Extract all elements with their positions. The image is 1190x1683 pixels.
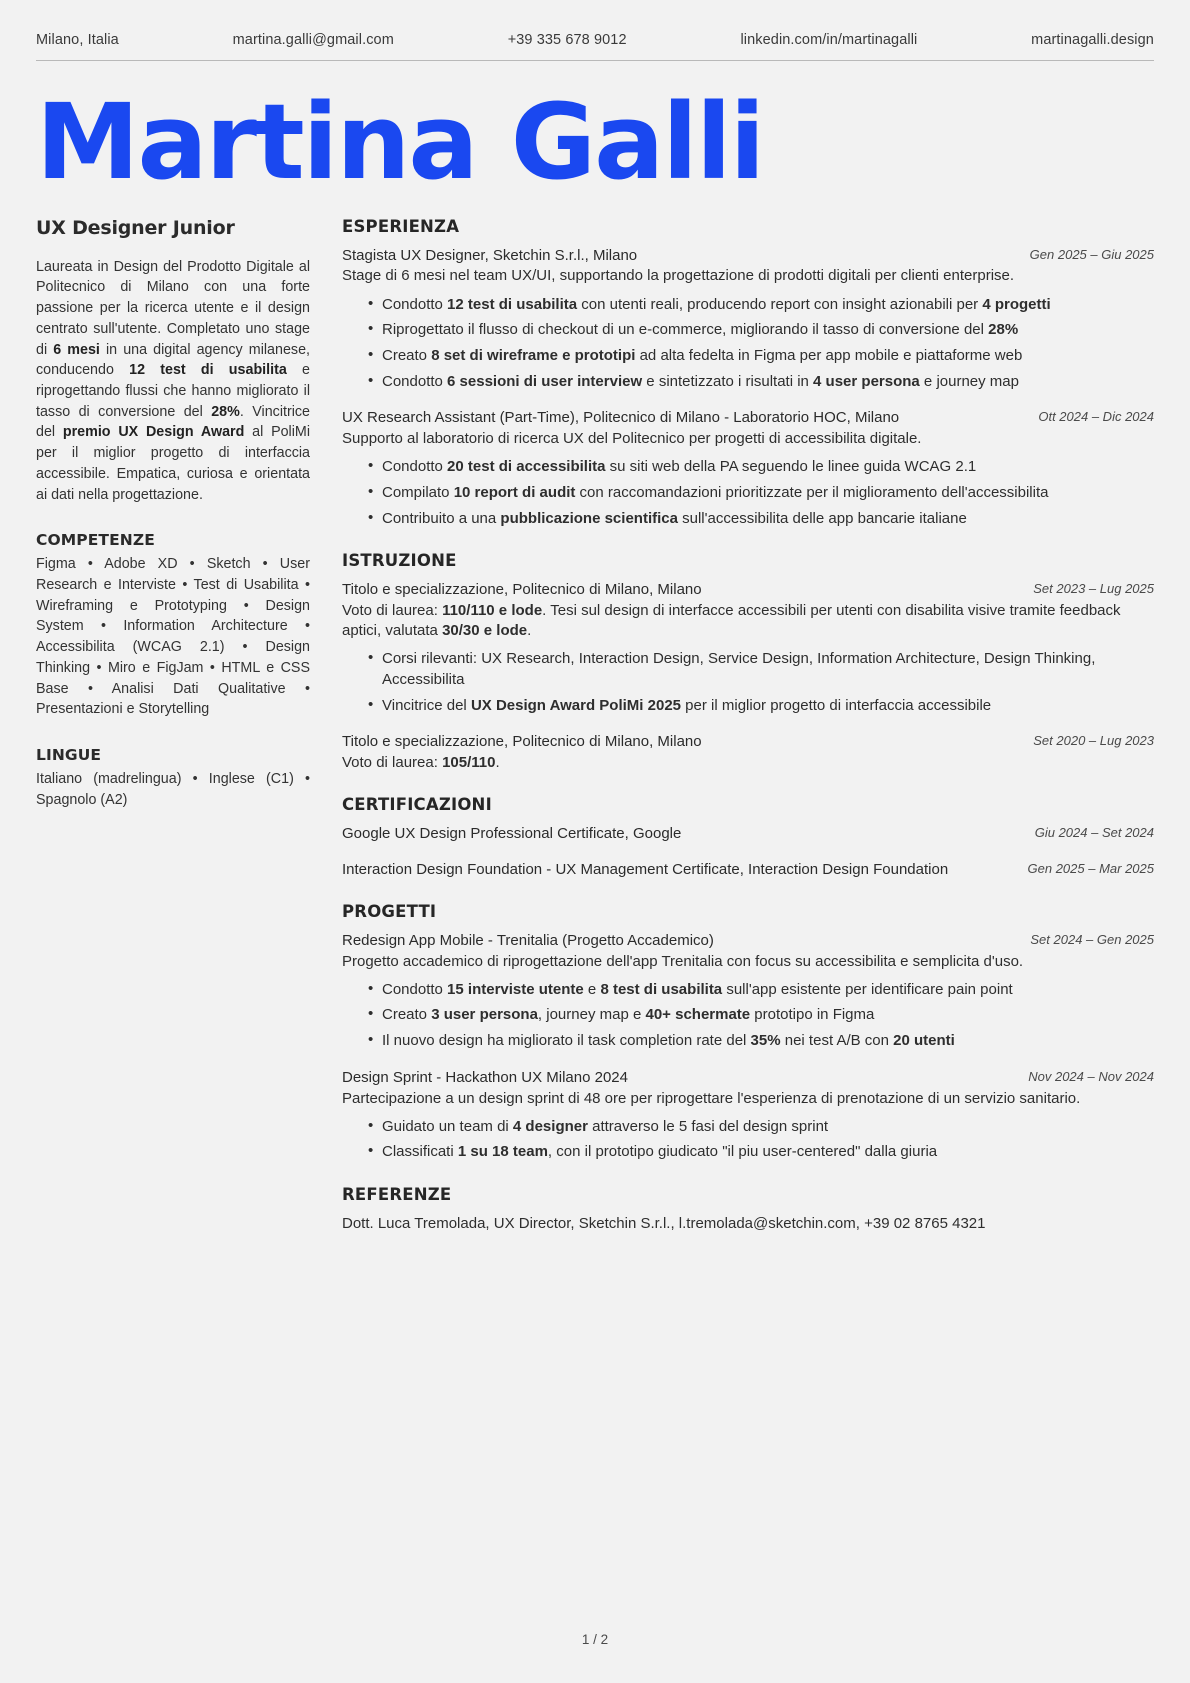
contact-bar [36, 32, 1154, 61]
section-esperienza [342, 217, 1154, 530]
entry-block [342, 246, 1154, 393]
entry-title: Titolo e specializzazione, Politecnico di Milano, Milano [342, 733, 702, 751]
contact-website[interactable]: martinagalli.design [1031, 32, 1154, 48]
entry-date: Set 2020 – Lug 2023 [1033, 733, 1154, 749]
entry-header [342, 580, 1154, 600]
entry-date: Set 2023 – Lug 2025 [1033, 581, 1154, 597]
certificazioni-entries [342, 824, 1154, 880]
entry-header [342, 408, 1154, 428]
entry-bullet: • Compilato 10 report di audit con raccomandazioni prioritizzate per il miglioramento dell'accessibilita [368, 483, 1154, 504]
entry-bullet-list [342, 1117, 1154, 1163]
summary-text: Laureata in Design del Prodotto Digitale al Politecnico di Milano con una forte passione per la ricerca utente e il design centrato sull'utente. Completato uno stage di 6 mesi in una digital agency milanese, conducendo 12 test di usabilita e riprogettando flussi che hanno migliorato il tasso di conversione del 28%. Vincitrice del premio UX Design Award al PoliMi per il miglior progetto di interfaccia accessibile. Empatica, curiosa e orientata ai dati nella progettazione. [36, 258, 311, 503]
entry-bullet: • Guidato un team di 4 designer attraverso le 5 fasi del design sprint [368, 1117, 1154, 1138]
candidate-name: Martina Galli [36, 81, 764, 203]
main-content [332, 217, 1154, 1234]
entry-bullet: • Riprogettato il flusso di checkout di un e-commerce, migliorando il tasso di conversione del 28% [368, 320, 1154, 341]
entry-block [342, 580, 1154, 716]
entry-description: Progetto accademico di riprogettazione dell'app Trenitalia con focus su accessibilita e semplicita d'uso. [342, 952, 1024, 970]
istruzione-entries [342, 580, 1154, 773]
contact-email[interactable]: martina.galli@gmail.com [232, 32, 394, 48]
entry-date: Ott 2024 – Dic 2024 [1038, 409, 1154, 425]
entry-bullet: • Condotto 15 interviste utente e 8 test di usabilita sull'app esistente per identificare pain point [368, 980, 1154, 1001]
certificazioni-heading: CERTIFICAZIONI [342, 795, 492, 815]
entry-date: Gen 2025 – Mar 2025 [1027, 861, 1154, 876]
entry-description: Partecipazione a un design sprint di 48 ore per riprogettare l'esperienza di prenotazione di un servizio sanitario. [342, 1089, 1081, 1107]
contact-location: Milano, Italia [36, 32, 119, 48]
entry-bullet: • Classificati 1 su 18 team, con il prototipo giudicato "il piu user-centered" dalla giuria [368, 1142, 1154, 1163]
entry-description: Voto di laurea: 105/110. [342, 754, 500, 772]
entry-title: Interaction Design Foundation - UX Management Certificate, Interaction Design Foundation [342, 861, 949, 878]
section-istruzione [342, 551, 1154, 773]
contact-linkedin[interactable]: linkedin.com/in/martinagalli [740, 32, 918, 48]
entry-title: Redesign App Mobile - Trenitalia (Progetto Accademico) [342, 931, 714, 949]
entry-title: Design Sprint - Hackathon UX Milano 2024 [342, 1068, 628, 1086]
entry-description: Voto di laurea: 110/110 e lode. Tesi sul design di interfacce accessibili per utenti con disabilita visive tramite feedback aptici, valutata 30/30 e lode. [342, 602, 1121, 640]
entry-description: Stage di 6 mesi nel team UX/UI, supportando la progettazione di prodotti digitali per clienti enterprise. [342, 267, 1015, 285]
entry-bullet: • Il nuovo design ha migliorato il task completion rate del 35% nei test A/B con 20 utenti [368, 1031, 1154, 1052]
entry-bullet-list [342, 649, 1154, 716]
entry-date: Gen 2025 – Giu 2025 [1029, 246, 1154, 262]
istruzione-heading: ISTRUZIONE [342, 551, 457, 571]
resume-body [36, 217, 1154, 1234]
entry-bullet: • Condotto 12 test di usabilita con utenti reali, producendo report con insight azionabili per 4 progetti [368, 295, 1154, 316]
entry-block [342, 824, 1154, 844]
entry-block [342, 732, 1154, 773]
esperienza-heading: ESPERIENZA [342, 216, 460, 236]
section-certificazioni [342, 795, 1154, 880]
competenze-list: Figma • Adobe XD • Sketch • User Research e Interviste • Test di Usabilita • Wireframing e Prototyping • Design System • Information Architecture • Accessibilita (WCAG 2.1) • Design Thinking • Miro e FigJam • HTML e CSS Base • Analisi Dati Qualitative • Presentazioni e Storytelling [36, 556, 310, 718]
entry-block [342, 1068, 1154, 1163]
entry-bullet-list [342, 980, 1154, 1052]
entry-date: Set 2024 – Gen 2025 [1030, 931, 1154, 947]
entry-header [342, 931, 1154, 951]
esperienza-entries [342, 246, 1154, 530]
entry-bullet-list [342, 295, 1154, 393]
entry-header [342, 1068, 1154, 1088]
entry-block [342, 860, 1154, 880]
entry-date: Giu 2024 – Set 2024 [1034, 825, 1154, 841]
entry-bullet: • Creato 8 set di wireframe e prototipi ad alta fedelta in Figma per app mobile e piattaforme web [368, 346, 1154, 367]
entry-bullet: • Contribuito a una pubblicazione scientifica sull'accessibilita delle app bancarie italiane [368, 509, 1154, 530]
progetti-heading: PROGETTI [342, 901, 437, 921]
entry-description: Supporto al laboratorio di ricerca UX del Politecnico per progetti di accessibilita digitale. [342, 430, 922, 448]
entry-block [342, 931, 1154, 1052]
entry-title: Titolo e specializzazione, Politecnico di Milano, Milano [342, 581, 702, 599]
entry-bullet: • Condotto 6 sessioni di user interview e sintetizzato i risultati in 4 user persona e journey map [368, 372, 1154, 393]
entry-block [342, 408, 1154, 529]
entry-bullet-list [342, 457, 1154, 529]
entry-header [342, 824, 1154, 844]
role-title: UX Designer Junior [36, 216, 235, 239]
progetti-entries [342, 931, 1154, 1163]
entry-bullet: • Corsi rilevanti: UX Research, Interaction Design, Service Design, Information Architecture, Design Thinking, Accessibilita [368, 649, 1154, 690]
referenze-text: Dott. Luca Tremolada, UX Director, Sketchin S.r.l., l.tremolada@sketchin.com, +39 02 8765 4321 [342, 1215, 986, 1233]
sidebar [36, 217, 332, 811]
contact-phone[interactable]: +39 335 678 9012 [507, 32, 627, 48]
page-indicator: 1 / 2 [581, 1632, 609, 1647]
entry-date: Nov 2024 – Nov 2024 [1028, 1068, 1154, 1084]
entry-title: UX Research Assistant (Part-Time), Politecnico di Milano - Laboratorio HOC, Milano [342, 409, 900, 427]
entry-header [342, 732, 1154, 752]
entry-title: Google UX Design Professional Certificate, Google [342, 825, 682, 843]
lingue-heading: LINGUE [36, 746, 102, 765]
entry-header [342, 246, 1154, 266]
entry-title: Stagista UX Designer, Sketchin S.r.l., Milano [342, 246, 638, 264]
lingue-list: Italiano (madrelingua) • Inglese (C1) • Spagnolo (A2) [36, 771, 310, 808]
entry-header [342, 860, 1154, 880]
entry-bullet: • Condotto 20 test di accessibilita su siti web della PA seguendo le linee guida WCAG 2.1 [368, 457, 1154, 478]
entry-bullet: • Vincitrice del UX Design Award PoliMi 2025 per il miglior progetto di interfaccia accessibile [368, 696, 1154, 717]
competenze-heading: COMPETENZE [36, 531, 155, 550]
referenze-heading: REFERENZE [342, 1185, 452, 1205]
section-progetti [342, 902, 1154, 1163]
section-referenze [342, 1185, 1154, 1234]
entry-bullet: • Creato 3 user persona, journey map e 40+ schermate prototipo in Figma [368, 1005, 1154, 1026]
